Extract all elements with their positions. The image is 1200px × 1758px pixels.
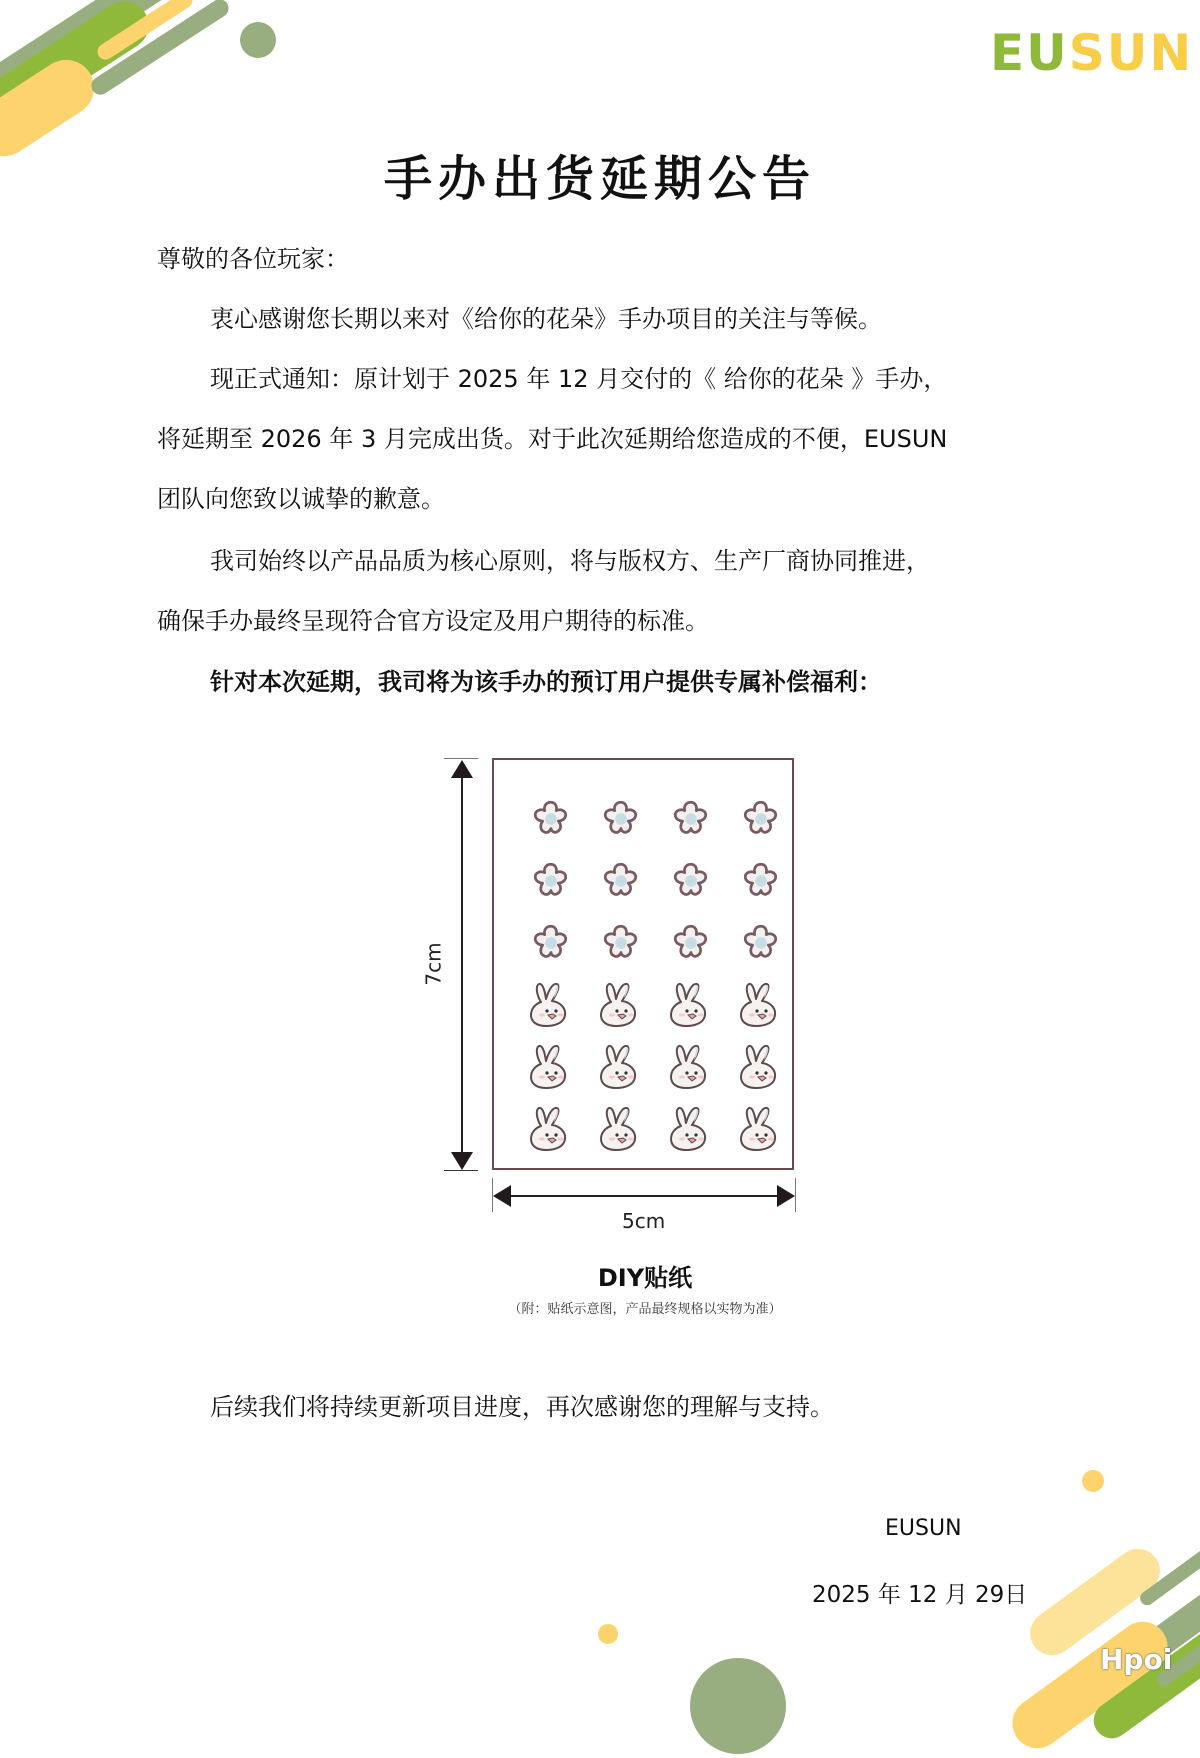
flower-sticker-icon — [726, 788, 796, 850]
watermark: Hpoi — [1100, 1643, 1173, 1676]
bunny-sticker-icon — [726, 1098, 796, 1160]
sticker-name: DIY贴纸 — [597, 1264, 693, 1292]
bunny-sticker-icon — [656, 974, 726, 1036]
sticker-sheet — [492, 758, 794, 1170]
width-label: 5cm — [622, 1209, 666, 1233]
height-label: 7cm — [421, 942, 446, 986]
flower-sticker-icon — [656, 788, 726, 850]
decor-dot — [240, 22, 276, 58]
flower-sticker-icon — [516, 912, 586, 974]
flower-sticker-icon — [586, 850, 656, 912]
bunny-sticker-icon — [516, 974, 586, 1036]
flower-sticker-icon — [516, 788, 586, 850]
decor-semicircle — [690, 1658, 786, 1754]
paragraph: 将延期至 2026 年 3 月完成出货。对于此次延期给您造成的不便，EUSUN — [157, 425, 948, 453]
height-tick-top — [444, 758, 478, 759]
bunny-sticker-icon — [586, 1098, 656, 1160]
sticker-grid — [516, 788, 796, 1160]
paragraph: 团队向您致以诚挚的歉意。 — [157, 485, 445, 513]
flower-sticker-icon — [586, 788, 656, 850]
decor-dot — [1082, 1470, 1104, 1492]
page-title: 手办出货延期公告 — [383, 151, 816, 207]
compensation-heading: 针对本次延期，我司将为该手办的预订用户提供专属补偿福利： — [210, 668, 882, 696]
arrow-up-icon — [451, 760, 473, 778]
arrow-right-icon — [777, 1185, 795, 1207]
bunny-sticker-icon — [516, 1098, 586, 1160]
width-tick-right — [795, 1178, 796, 1212]
decor-dot — [598, 1624, 618, 1644]
height-dimension-line — [461, 770, 463, 1168]
signature-company: EUSUN — [885, 1516, 962, 1541]
paragraph: 确保手办最终呈现符合官方设定及用户期待的标准。 — [157, 607, 709, 635]
flower-sticker-icon — [586, 912, 656, 974]
height-tick-bottom — [444, 1170, 478, 1171]
bunny-sticker-icon — [726, 974, 796, 1036]
paragraph: 衷心感谢您长期以来对《给你的花朵》手办项目的关注与等候。 — [210, 305, 882, 333]
paragraph: 我司始终以产品品质为核心原则，将与版权方、生产厂商协同推进， — [210, 547, 930, 575]
flower-sticker-icon — [656, 850, 726, 912]
arrow-left-icon — [493, 1185, 511, 1207]
bunny-sticker-icon — [586, 1036, 656, 1098]
bunny-sticker-icon — [586, 974, 656, 1036]
bunny-sticker-icon — [726, 1036, 796, 1098]
sticker-note: （附：贴纸示意图，产品最终规格以实物为准） — [508, 1302, 782, 1317]
bunny-sticker-icon — [656, 1098, 726, 1160]
arrow-down-icon — [451, 1152, 473, 1170]
bunny-sticker-icon — [656, 1036, 726, 1098]
signature-date: 2025 年 12 月 29日 — [812, 1582, 1028, 1608]
paragraph: 现正式通知：原计划于 2025 年 12 月交付的《 给你的花朵 》手办， — [210, 365, 948, 393]
width-dimension-line — [500, 1195, 788, 1197]
greeting: 尊敬的各位玩家： — [157, 245, 349, 273]
closing-text: 后续我们将持续更新项目进度，再次感谢您的理解与支持。 — [210, 1393, 834, 1421]
brand-logo: EUSUN — [990, 24, 1194, 82]
bunny-sticker-icon — [516, 1036, 586, 1098]
flower-sticker-icon — [726, 912, 796, 974]
flower-sticker-icon — [656, 912, 726, 974]
flower-sticker-icon — [516, 850, 586, 912]
flower-sticker-icon — [726, 850, 796, 912]
